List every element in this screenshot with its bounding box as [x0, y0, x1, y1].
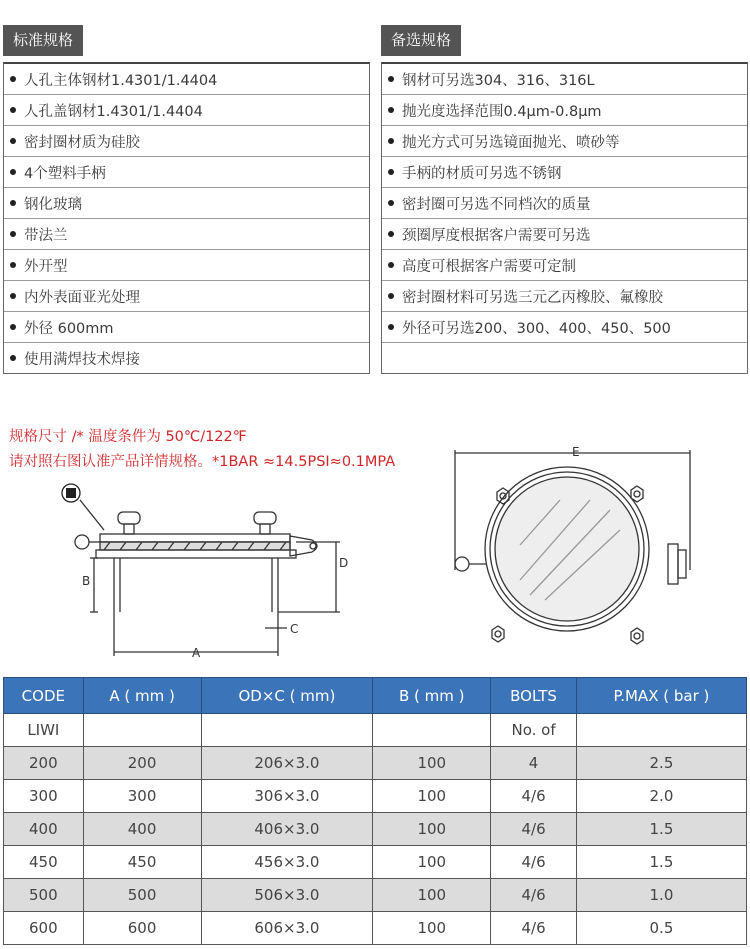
- knob-icon: [631, 486, 643, 502]
- size-table: [3, 677, 747, 945]
- dim-c-label: C: [290, 622, 299, 636]
- table-row: 200 200 206×3.0 100 4 2.5: [4, 747, 747, 780]
- table-subheader-row: LIWI No. of: [4, 714, 747, 747]
- knob-icon: [492, 626, 504, 642]
- list-item: 密封圈可另选不同档次的质量: [382, 188, 747, 219]
- list-item: 抛光度选择范围0.4μm-0.8μm: [382, 95, 747, 126]
- table-row: 600 600 606×3.0 100 4/6 0.5: [4, 912, 747, 945]
- bullet-icon: [388, 324, 394, 330]
- list-item: 外径 600mm: [4, 312, 369, 343]
- list-item: 抛光方式可另选镜面抛光、喷砂等: [382, 126, 747, 157]
- bullet-icon: [388, 231, 394, 237]
- list-item: 4个塑料手柄: [4, 157, 369, 188]
- list-item-empty: [382, 343, 747, 373]
- clamp-icon: [668, 544, 678, 584]
- clamp-tab: [678, 550, 686, 578]
- note-pressure: 请对照右图认准产品详情规格。*1BAR ≈14.5PSI≈0.1MPA: [9, 454, 396, 470]
- bullet-icon: [388, 293, 394, 299]
- note-temperature: 规格尺寸 /* 温度条件为 50℃/122℉: [9, 429, 247, 445]
- header-pmax: P.MAX ( bar ): [576, 678, 746, 714]
- bullet-icon: [388, 76, 394, 82]
- header-a: A ( mm ): [83, 678, 201, 714]
- list-item: 密封圈材质为硅胶: [4, 126, 369, 157]
- header-b: B ( mm ): [373, 678, 491, 714]
- handle-right-icon: [254, 512, 276, 524]
- bullet-icon: [388, 107, 394, 113]
- list-item: 外径可另选200、300、400、450、500: [382, 312, 747, 343]
- header-od-c: OD×C ( mm): [201, 678, 373, 714]
- dim-e-label: E: [572, 445, 580, 459]
- bullet-icon: [10, 169, 16, 175]
- top-view: [455, 445, 690, 644]
- handle-right-stem: [260, 524, 270, 534]
- dim-d-label: D: [339, 556, 349, 570]
- list-item: 密封圈材料可另选三元乙丙橡胶、氟橡胶: [382, 281, 747, 312]
- list-item: 使用满焊技术焊接: [4, 343, 369, 373]
- bullet-icon: [10, 293, 16, 299]
- table-row: 400 400 406×3.0 100 4/6 1.5: [4, 813, 747, 846]
- list-item: 钢材可另选304、316、316L: [382, 64, 747, 95]
- list-item: 人孔主体钢材1.4301/1.4404: [4, 64, 369, 95]
- side-view: [62, 484, 348, 660]
- header-code: CODE: [4, 678, 84, 714]
- table-row: 300 300 306×3.0 100 4/6 2.0: [4, 780, 747, 813]
- bullet-icon: [10, 355, 16, 361]
- lid-top: [100, 534, 290, 542]
- knob-icon: [497, 488, 509, 504]
- list-item: 内外表面亚光处理: [4, 281, 369, 312]
- optional-spec-header: [381, 25, 748, 56]
- hinge-left-icon: [75, 535, 89, 549]
- bullet-icon: [10, 107, 16, 113]
- bullet-icon: [10, 324, 16, 330]
- section-symbol-fill: [66, 488, 76, 498]
- optional-spec-list: [381, 62, 748, 374]
- bullet-icon: [10, 262, 16, 268]
- knob-icon: [631, 628, 643, 644]
- list-item: 外开型: [4, 250, 369, 281]
- standard-spec-header: [3, 25, 370, 56]
- leader-line: [80, 500, 104, 530]
- list-item: 高度可根据客户需要可定制: [382, 250, 747, 281]
- bullet-icon: [388, 138, 394, 144]
- lid-glass: [100, 542, 290, 550]
- list-item: 钢化玻璃: [4, 188, 369, 219]
- bullet-icon: [10, 138, 16, 144]
- bullet-icon: [10, 231, 16, 237]
- bullet-icon: [388, 200, 394, 206]
- clamp-pin: [310, 543, 316, 549]
- list-item: 手柄的材质可另选不锈钢: [382, 157, 747, 188]
- table-header-row: [4, 678, 747, 714]
- handle-left-icon: [118, 512, 140, 524]
- table-row: 450 450 456×3.0 100 4/6 1.5: [4, 846, 747, 879]
- optional-spec-title: 备选规格: [381, 25, 461, 56]
- list-item: 带法兰: [4, 219, 369, 250]
- standard-spec-list: [3, 62, 370, 374]
- standard-spec-title: 标准规格: [3, 25, 83, 56]
- header-bolts: BOLTS: [491, 678, 577, 714]
- list-item: 人孔盖钢材1.4301/1.4404: [4, 95, 369, 126]
- handle-left-stem: [124, 524, 134, 534]
- dim-b-label: B: [82, 574, 91, 588]
- flange: [96, 550, 296, 558]
- bullet-icon: [10, 76, 16, 82]
- dim-a-label: A: [192, 646, 201, 660]
- standard-spec-panel: [3, 25, 370, 374]
- clamp-right-icon: [290, 536, 317, 556]
- table-row: 500 500 506×3.0 100 4/6 1.0: [4, 879, 747, 912]
- optional-spec-panel: [381, 25, 748, 374]
- bullet-icon: [388, 262, 394, 268]
- bullet-icon: [388, 169, 394, 175]
- hinge-icon: [455, 557, 469, 571]
- bullet-icon: [10, 200, 16, 206]
- list-item: 颈圈厚度根据客户需要可另选: [382, 219, 747, 250]
- glass-window: [495, 477, 639, 621]
